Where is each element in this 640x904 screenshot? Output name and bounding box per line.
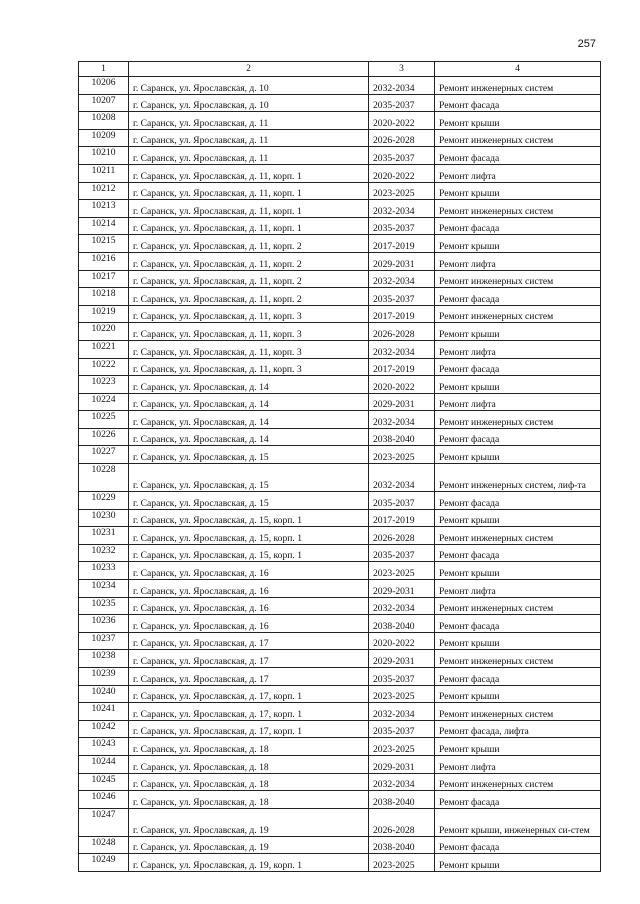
period-cell: 2038-2040 [369,791,435,809]
period-cell: 2032-2034 [369,200,435,218]
period-cell: 2017-2019 [369,235,435,253]
row-number-cell: 10219 [79,305,129,323]
address-cell: г. Саранск, ул. Ярославская, д. 17 [129,668,369,686]
table-row [79,464,601,492]
period-cell: 2032-2034 [369,270,435,288]
work-type-cell: Ремонт фасада [435,217,601,235]
row-number-cell: 10247 [79,808,129,836]
period-cell: 2020-2022 [369,112,435,130]
row-number-cell: 10213 [79,200,129,218]
table-row [79,685,601,703]
table-row [79,650,601,668]
period-cell: 2035-2037 [369,217,435,235]
work-type-cell: Ремонт фасада [435,615,601,633]
address-cell: г. Саранск, ул. Ярославская, д. 18 [129,773,369,791]
row-number-cell: 10242 [79,720,129,738]
table-row [79,164,601,182]
address-cell: г. Саранск, ул. Ярославская, д. 14 [129,376,369,394]
period-cell: 2032-2034 [369,773,435,791]
address-cell: г. Саранск, ул. Ярославская, д. 11, корп. 1 [129,217,369,235]
table-row [79,129,601,147]
table-row [79,703,601,721]
address-cell: г. Саранск, ул. Ярославская, д. 17, корп. 1 [129,703,369,721]
period-cell: 2020-2022 [369,164,435,182]
work-type-cell: Ремонт фасада [435,147,601,165]
table-row [79,836,601,854]
table-row [79,393,601,411]
address-cell: г. Саранск, ул. Ярославская, д. 11, корп. 3 [129,305,369,323]
row-number-cell: 10249 [79,854,129,872]
table-row [79,773,601,791]
row-number-cell: 10225 [79,411,129,429]
work-type-cell: Ремонт фасада [435,358,601,376]
work-type-cell: Ремонт инженерных систем [435,411,601,429]
column-header: 1 [79,62,129,77]
address-cell: г. Саранск, ул. Ярославская, д. 15 [129,464,369,492]
table-body [79,77,601,872]
row-number-cell: 10229 [79,492,129,510]
table-row [79,182,601,200]
period-cell: 2035-2037 [369,668,435,686]
period-cell: 2026-2028 [369,323,435,341]
period-cell: 2035-2037 [369,94,435,112]
row-number-cell: 10239 [79,668,129,686]
row-number-cell: 10209 [79,129,129,147]
period-cell: 2029-2031 [369,755,435,773]
table-row [79,340,601,358]
page-number: 257 [577,38,596,50]
table-row [79,200,601,218]
period-cell: 2029-2031 [369,252,435,270]
row-number-cell: 10232 [79,544,129,562]
period-cell: 2035-2037 [369,147,435,165]
work-type-cell: Ремонт крыши [435,632,601,650]
table-row [79,411,601,429]
period-cell: 2029-2031 [369,650,435,668]
row-number-cell: 10207 [79,94,129,112]
row-number-cell: 10206 [79,77,129,95]
table-row [79,580,601,598]
table-row [79,252,601,270]
work-type-cell: Ремонт фасада [435,668,601,686]
table-row [79,358,601,376]
period-cell: 2017-2019 [369,509,435,527]
period-cell: 2032-2034 [369,464,435,492]
period-cell: 2026-2028 [369,527,435,545]
work-type-cell: Ремонт крыши [435,112,601,130]
table-row [79,235,601,253]
work-type-cell: Ремонт инженерных систем [435,77,601,95]
table-row [79,720,601,738]
work-type-cell: Ремонт фасада [435,288,601,306]
work-type-cell: Ремонт лифта [435,164,601,182]
table-row [79,217,601,235]
period-cell: 2035-2037 [369,720,435,738]
period-cell: 2023-2025 [369,182,435,200]
period-cell: 2035-2037 [369,288,435,306]
table-row [79,632,601,650]
repair-schedule-table [78,61,601,872]
row-number-cell: 10228 [79,464,129,492]
table-row [79,544,601,562]
row-number-cell: 10216 [79,252,129,270]
work-type-cell: Ремонт инженерных систем, лиф-та [435,464,601,492]
address-cell: г. Саранск, ул. Ярославская, д. 18 [129,791,369,809]
row-number-cell: 10208 [79,112,129,130]
work-type-cell: Ремонт лифта [435,252,601,270]
address-cell: г. Саранск, ул. Ярославская, д. 11 [129,147,369,165]
row-number-cell: 10222 [79,358,129,376]
row-number-cell: 10241 [79,703,129,721]
period-cell: 2020-2022 [369,632,435,650]
work-type-cell: Ремонт инженерных систем [435,305,601,323]
column-header: 2 [129,62,369,77]
row-number-cell: 10215 [79,235,129,253]
work-type-cell: Ремонт крыши [435,376,601,394]
table-row [79,270,601,288]
table-row [79,94,601,112]
table-row [79,305,601,323]
row-number-cell: 10236 [79,615,129,633]
period-cell: 2038-2040 [369,615,435,633]
table-row [79,527,601,545]
period-cell: 2032-2034 [369,411,435,429]
period-cell: 2026-2028 [369,129,435,147]
table-row [79,147,601,165]
address-cell: г. Саранск, ул. Ярославская, д. 17 [129,632,369,650]
address-cell: г. Саранск, ул. Ярославская, д. 14 [129,393,369,411]
period-cell: 2017-2019 [369,305,435,323]
table-row [79,509,601,527]
period-cell: 2035-2037 [369,544,435,562]
address-cell: г. Саранск, ул. Ярославская, д. 11, корп. 3 [129,358,369,376]
row-number-cell: 10226 [79,428,129,446]
row-number-cell: 10235 [79,597,129,615]
address-cell: г. Саранск, ул. Ярославская, д. 18 [129,738,369,756]
work-type-cell: Ремонт инженерных систем [435,703,601,721]
work-type-cell: Ремонт крыши [435,182,601,200]
address-cell: г. Саранск, ул. Ярославская, д. 19, корп. 1 [129,854,369,872]
row-number-cell: 10246 [79,791,129,809]
address-cell: г. Саранск, ул. Ярославская, д. 19 [129,808,369,836]
work-type-cell: Ремонт инженерных систем [435,527,601,545]
work-type-cell: Ремонт лифта [435,340,601,358]
address-cell: г. Саранск, ул. Ярославская, д. 10 [129,77,369,95]
period-cell: 2026-2028 [369,808,435,836]
work-type-cell: Ремонт крыши [435,685,601,703]
table-row [79,755,601,773]
table-row [79,323,601,341]
row-number-cell: 10214 [79,217,129,235]
address-cell: г. Саранск, ул. Ярославская, д. 15, корп. 1 [129,509,369,527]
row-number-cell: 10234 [79,580,129,598]
table-row [79,808,601,836]
address-cell: г. Саранск, ул. Ярославская, д. 11, корп. 2 [129,252,369,270]
address-cell: г. Саранск, ул. Ярославская, д. 16 [129,597,369,615]
table-row [79,376,601,394]
table-row [79,738,601,756]
table-header [79,62,601,77]
address-cell: г. Саранск, ул. Ярославская, д. 11, корп. 1 [129,182,369,200]
address-cell: г. Саранск, ул. Ярославская, д. 16 [129,580,369,598]
work-type-cell: Ремонт крыши [435,854,601,872]
work-type-cell: Ремонт лифта [435,755,601,773]
row-number-cell: 10238 [79,650,129,668]
address-cell: г. Саранск, ул. Ярославская, д. 11 [129,112,369,130]
row-number-cell: 10224 [79,393,129,411]
address-cell: г. Саранск, ул. Ярославская, д. 11, корп. 1 [129,200,369,218]
work-type-cell: Ремонт лифта [435,393,601,411]
work-type-cell: Ремонт фасада [435,544,601,562]
row-number-cell: 10245 [79,773,129,791]
row-number-cell: 10218 [79,288,129,306]
work-type-cell: Ремонт фасада, лифта [435,720,601,738]
table-row [79,492,601,510]
period-cell: 2017-2019 [369,358,435,376]
address-cell: г. Саранск, ул. Ярославская, д. 15, корп. 1 [129,544,369,562]
work-type-cell: Ремонт крыши, инженерных си-стем [435,808,601,836]
address-cell: г. Саранск, ул. Ярославская, д. 16 [129,615,369,633]
table-row [79,562,601,580]
work-type-cell: Ремонт инженерных систем [435,597,601,615]
period-cell: 2038-2040 [369,836,435,854]
column-header: 3 [369,62,435,77]
work-type-cell: Ремонт фасада [435,94,601,112]
work-type-cell: Ремонт инженерных систем [435,129,601,147]
period-cell: 2023-2025 [369,738,435,756]
period-cell: 2023-2025 [369,562,435,580]
row-number-cell: 10248 [79,836,129,854]
address-cell: г. Саранск, ул. Ярославская, д. 11, корп. 3 [129,323,369,341]
row-number-cell: 10233 [79,562,129,580]
table-row [79,77,601,95]
period-cell: 2032-2034 [369,703,435,721]
period-cell: 2032-2034 [369,597,435,615]
row-number-cell: 10220 [79,323,129,341]
address-cell: г. Саранск, ул. Ярославская, д. 11, корп. 2 [129,288,369,306]
row-number-cell: 10227 [79,446,129,464]
row-number-cell: 10230 [79,509,129,527]
work-type-cell: Ремонт инженерных систем [435,773,601,791]
address-cell: г. Саранск, ул. Ярославская, д. 11, корп. 1 [129,164,369,182]
column-header: 4 [435,62,601,77]
table-row [79,597,601,615]
period-cell: 2032-2034 [369,340,435,358]
row-number-cell: 10217 [79,270,129,288]
row-number-cell: 10221 [79,340,129,358]
work-type-cell: Ремонт инженерных систем [435,650,601,668]
work-type-cell: Ремонт фасада [435,791,601,809]
period-cell: 2023-2025 [369,854,435,872]
work-type-cell: Ремонт инженерных систем [435,200,601,218]
row-number-cell: 10210 [79,147,129,165]
period-cell: 2020-2022 [369,376,435,394]
table-row [79,288,601,306]
work-type-cell: Ремонт фасада [435,836,601,854]
address-cell: г. Саранск, ул. Ярославская, д. 11, корп. 3 [129,340,369,358]
address-cell: г. Саранск, ул. Ярославская, д. 11, корп. 2 [129,270,369,288]
row-number-cell: 10244 [79,755,129,773]
row-number-cell: 10223 [79,376,129,394]
row-number-cell: 10231 [79,527,129,545]
address-cell: г. Саранск, ул. Ярославская, д. 18 [129,755,369,773]
address-cell: г. Саранск, ул. Ярославская, д. 16 [129,562,369,580]
period-cell: 2035-2037 [369,492,435,510]
row-number-cell: 10211 [79,164,129,182]
row-number-cell: 10240 [79,685,129,703]
work-type-cell: Ремонт крыши [435,738,601,756]
period-cell: 2023-2025 [369,446,435,464]
work-type-cell: Ремонт крыши [435,562,601,580]
address-cell: г. Саранск, ул. Ярославская, д. 17, корп. 1 [129,685,369,703]
address-cell: г. Саранск, ул. Ярославская, д. 19 [129,836,369,854]
row-number-cell: 10237 [79,632,129,650]
header-row [79,62,601,77]
period-cell: 2029-2031 [369,580,435,598]
row-number-cell: 10212 [79,182,129,200]
address-cell: г. Саранск, ул. Ярославская, д. 15 [129,446,369,464]
work-type-cell: Ремонт лифта [435,580,601,598]
table-row [79,615,601,633]
address-cell: г. Саранск, ул. Ярославская, д. 17, корп. 1 [129,720,369,738]
work-type-cell: Ремонт инженерных систем [435,270,601,288]
table-row [79,791,601,809]
work-type-cell: Ремонт крыши [435,235,601,253]
address-cell: г. Саранск, ул. Ярославская, д. 10 [129,94,369,112]
table-row [79,668,601,686]
table-row [79,446,601,464]
period-cell: 2023-2025 [369,685,435,703]
address-cell: г. Саранск, ул. Ярославская, д. 17 [129,650,369,668]
table-row [79,112,601,130]
address-cell: г. Саранск, ул. Ярославская, д. 14 [129,411,369,429]
address-cell: г. Саранск, ул. Ярославская, д. 15 [129,492,369,510]
work-type-cell: Ремонт фасада [435,428,601,446]
table-row [79,428,601,446]
address-cell: г. Саранск, ул. Ярославская, д. 14 [129,428,369,446]
work-type-cell: Ремонт крыши [435,446,601,464]
table-row [79,854,601,872]
work-type-cell: Ремонт крыши [435,509,601,527]
period-cell: 2032-2034 [369,77,435,95]
row-number-cell: 10243 [79,738,129,756]
address-cell: г. Саранск, ул. Ярославская, д. 11, корп. 2 [129,235,369,253]
address-cell: г. Саранск, ул. Ярославская, д. 11 [129,129,369,147]
work-type-cell: Ремонт крыши [435,323,601,341]
period-cell: 2038-2040 [369,428,435,446]
address-cell: г. Саранск, ул. Ярославская, д. 15, корп. 1 [129,527,369,545]
period-cell: 2029-2031 [369,393,435,411]
work-type-cell: Ремонт фасада [435,492,601,510]
